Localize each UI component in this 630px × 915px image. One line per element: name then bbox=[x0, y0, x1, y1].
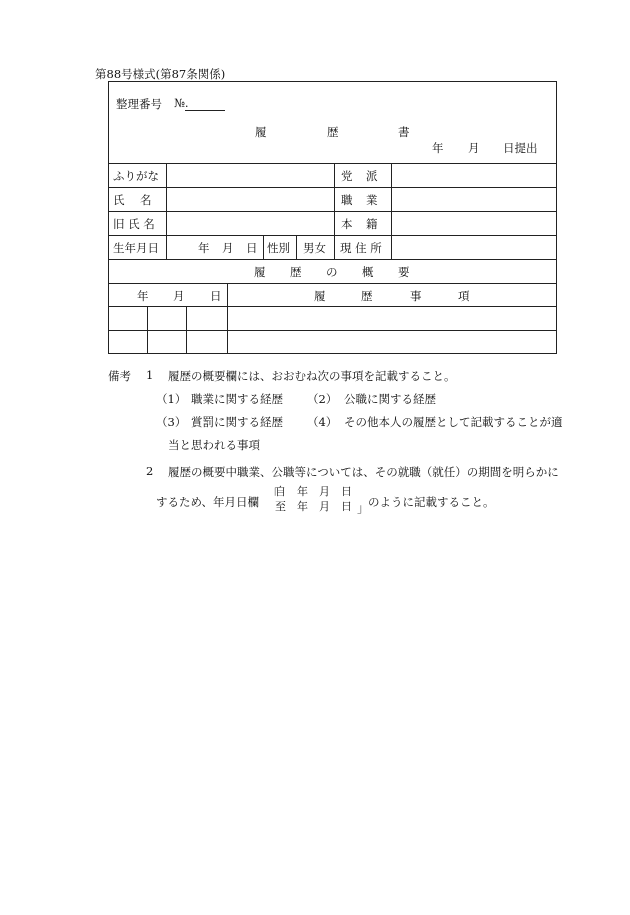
notes-label: 備考 bbox=[108, 369, 131, 383]
bracket-line-1: 自 年 月 日 bbox=[275, 485, 352, 498]
item-1-text: 職業に関する経歴 bbox=[191, 392, 283, 406]
title-char-3: 書 bbox=[398, 125, 410, 139]
item-1-number: （1） bbox=[156, 392, 187, 406]
item-2-number: （2） bbox=[307, 392, 338, 406]
item-3-text: 賞罰に関する経歴 bbox=[191, 415, 283, 429]
name-label: 氏 名 bbox=[113, 193, 154, 207]
address-label: 現 住 所 bbox=[340, 241, 382, 255]
seiri-number-line bbox=[185, 110, 225, 111]
col-year: 年 bbox=[137, 289, 149, 303]
items-header-2: 歴 bbox=[361, 289, 373, 303]
col-day: 日 bbox=[210, 289, 222, 303]
bracket-open: 「 bbox=[267, 487, 280, 501]
bracket-line-2: 至 年 月 日 bbox=[275, 500, 352, 513]
item-4-continued: 当と思われる事項 bbox=[168, 438, 260, 452]
birth-month: 月 bbox=[222, 241, 234, 255]
birth-label: 生年月日 bbox=[113, 241, 159, 255]
note-1-text: 履歴の概要欄には、おおむね次の事項を記載すること。 bbox=[168, 369, 456, 383]
items-header-4: 項 bbox=[458, 289, 470, 303]
note-2-number: 2 bbox=[146, 464, 154, 478]
birth-day: 日 bbox=[246, 241, 258, 255]
furigana-label: ふりがな bbox=[113, 169, 159, 183]
item-2-text: 公職に関する経歴 bbox=[344, 392, 436, 406]
seiri-label: 整理番号 bbox=[116, 97, 162, 111]
form-code: 第88号様式(第87条関係) bbox=[95, 67, 226, 81]
items-header-1: 履 bbox=[314, 289, 326, 303]
item-3-number: （3） bbox=[156, 415, 187, 429]
submit-month: 月 bbox=[468, 141, 480, 155]
note-1-number: 1 bbox=[146, 368, 154, 382]
summary-title-3: の bbox=[326, 265, 338, 279]
note-2-text: 履歴の概要中職業、公職等については、その就職（就任）の期間を明らかに bbox=[168, 465, 559, 479]
summary-title-5: 要 bbox=[398, 265, 410, 279]
party-label: 党 派 bbox=[341, 169, 379, 183]
domicile-label: 本 籍 bbox=[341, 217, 379, 231]
occupation-label: 職 業 bbox=[341, 193, 379, 207]
note-2-line2b: のように記載すること。 bbox=[368, 495, 495, 509]
items-header-3: 事 bbox=[410, 289, 422, 303]
old-name-label: 旧 氏 名 bbox=[113, 217, 155, 231]
birth-year: 年 bbox=[198, 241, 210, 255]
submit-year: 年 bbox=[432, 141, 444, 155]
summary-title-1: 履 bbox=[254, 265, 266, 279]
note-2-line2a: するため、年月日欄 bbox=[156, 495, 260, 509]
title-char-1: 履 bbox=[255, 125, 267, 139]
no-label: №. bbox=[174, 96, 189, 110]
bracket-close: 」 bbox=[357, 501, 370, 515]
sex-values: 男女 bbox=[303, 241, 326, 255]
submit-day: 日提出 bbox=[503, 141, 538, 155]
summary-title-2: 歴 bbox=[290, 265, 302, 279]
item-4-number: （4） bbox=[307, 415, 338, 429]
item-4-text: その他本人の履歴として記載することが適 bbox=[344, 415, 563, 429]
title-char-2: 歴 bbox=[327, 125, 339, 139]
summary-title-4: 概 bbox=[362, 265, 374, 279]
sex-label: 性別 bbox=[267, 241, 290, 255]
col-month: 月 bbox=[173, 289, 185, 303]
